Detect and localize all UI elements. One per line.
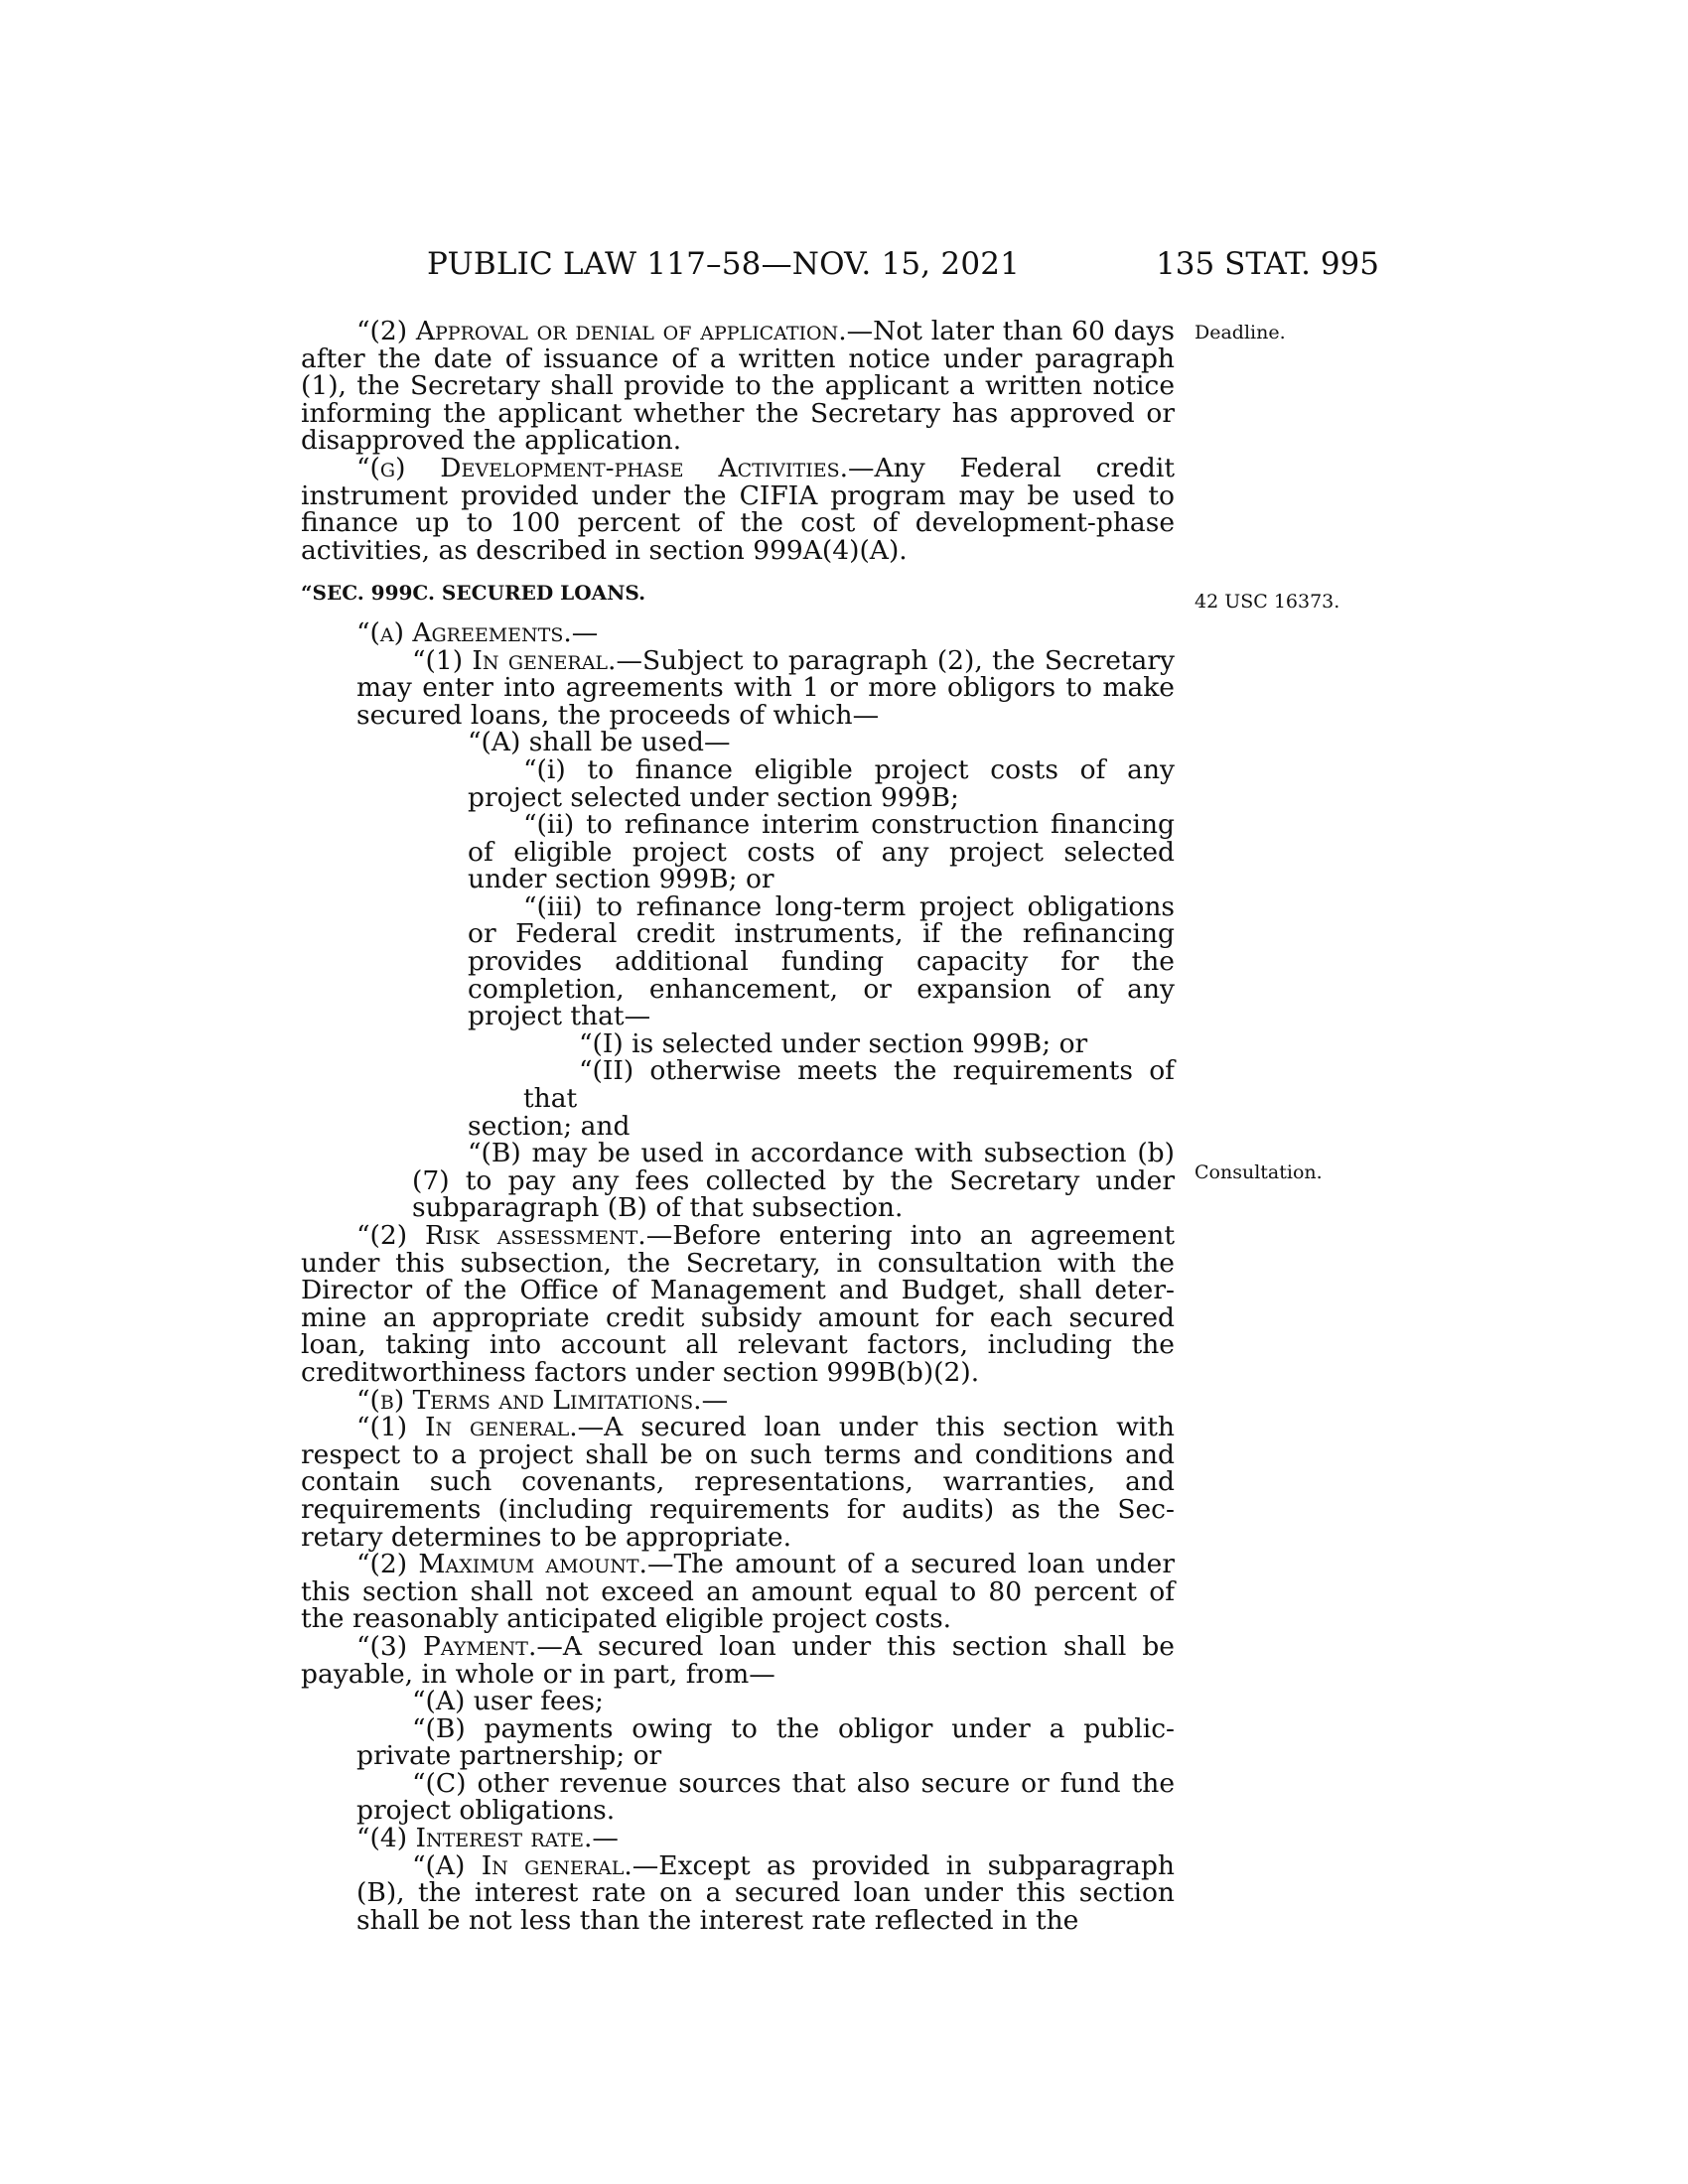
section-heading: “SEC. 999C. SECURED LOANS. [301,581,646,606]
statute-page-number: 135 STAT. 995 [1156,246,1379,282]
margin-note-usc: 42 USC 16373. [1195,591,1340,613]
paragraph: section; and [468,1110,631,1142]
paragraph: “(2) Risk assessment.—Before entering into an agreement under this subsection, the Secretary, in consultation with the Director of the Office of Management and Budget, shall determine an appropriate credit subsidy amount for each secured loan, taking into account all relevant factors, including the creditworthiness factors under section 999B(b)(2). [301,1220,1175,1388]
paragraph: “(1) In general.—Subject to paragraph (2), the Secretary may enter into agreements with 1 or more obligors to make secured loans, the proceeds of which— [356,644,1175,731]
paragraph: “(B) payments owing to the obligor under a public-private partnership; or [356,1712,1175,1772]
header-title: PUBLIC LAW 117–58—NOV. 15, 2021 [427,246,1021,282]
paragraph: “(A) In general.—Except as provided in subparagraph (B), the interest rate on a secured loan under this section shall be not less than the interest rate reflected in the [356,1849,1175,1936]
paragraph: “(4) Interest rate.— [356,1823,619,1854]
paragraph: “(3) Payment.—A secured loan under this section shall be payable, in whole or in part, from— [301,1630,1175,1690]
paragraph: “(g) Development-phase Activities.—Any Federal credit instrument provided under the CIFIA program may be used to finance up to 100 percent of the cost of development-phase activities, as described in section 999A(4)(A). [301,452,1175,566]
paragraph: “(1) In general.—A secured loan under this section with respect to a project shall be on such terms and conditions and contain such covenants, representations, warranties, and requirements (including requirements for audits) as the Secretary determines to be appropriate. [301,1412,1175,1553]
paragraph: “(ii) to refinance interim construction financing of eligible project costs of any project selected under section 999B; or [468,809,1175,895]
statute-text [301,318,1175,1934]
paragraph: “(2) Approval or denial of application.—Not later than 60 days after the date of issuance of a written notice under paragraph (1), the Secretary shall provide to the applicant a written notice informing the applicant whether the Secretary has approved or disapproved the application. [301,316,1175,457]
paragraph: “(A) shall be used— [468,727,731,758]
paragraph: “(iii) to refinance long-term project obligations or Federal credit instruments, if the refinancing provides additional funding capacity for the completion, enhancement, or expansion of any project that— [468,890,1175,1032]
paragraph: “(i) to finance eligible project costs of any project selected under section 999B; [468,753,1175,813]
margin-note-deadline: Deadline. [1195,322,1286,343]
paragraph: “(C) other revenue sources that also secure or fund the project obligations. [356,1767,1175,1827]
paragraph: “(B) may be used in accordance with subsection (b)(7) to pay any fees collected by the Secretary under subparagraph (B) of that subsection. [412,1138,1175,1224]
paragraph: “(2) Maximum amount.—The amount of a secured loan under this section shall not exceed an amount equal to 80 percent of the reasonably anticipated eligible project costs. [301,1549,1175,1635]
paragraph: “(b) Terms and Limitations.— [356,1384,729,1416]
paragraph: “(a) Agreements.— [356,616,599,648]
margin-note-consultation: Consultation. [1195,1161,1323,1183]
paragraph: “(II) otherwise meets the requirements of that [523,1055,1175,1115]
paragraph: “(I) is selected under section 999B; or [579,1027,1088,1059]
paragraph: “(A) user fees; [412,1686,604,1717]
running-header [301,246,1379,292]
